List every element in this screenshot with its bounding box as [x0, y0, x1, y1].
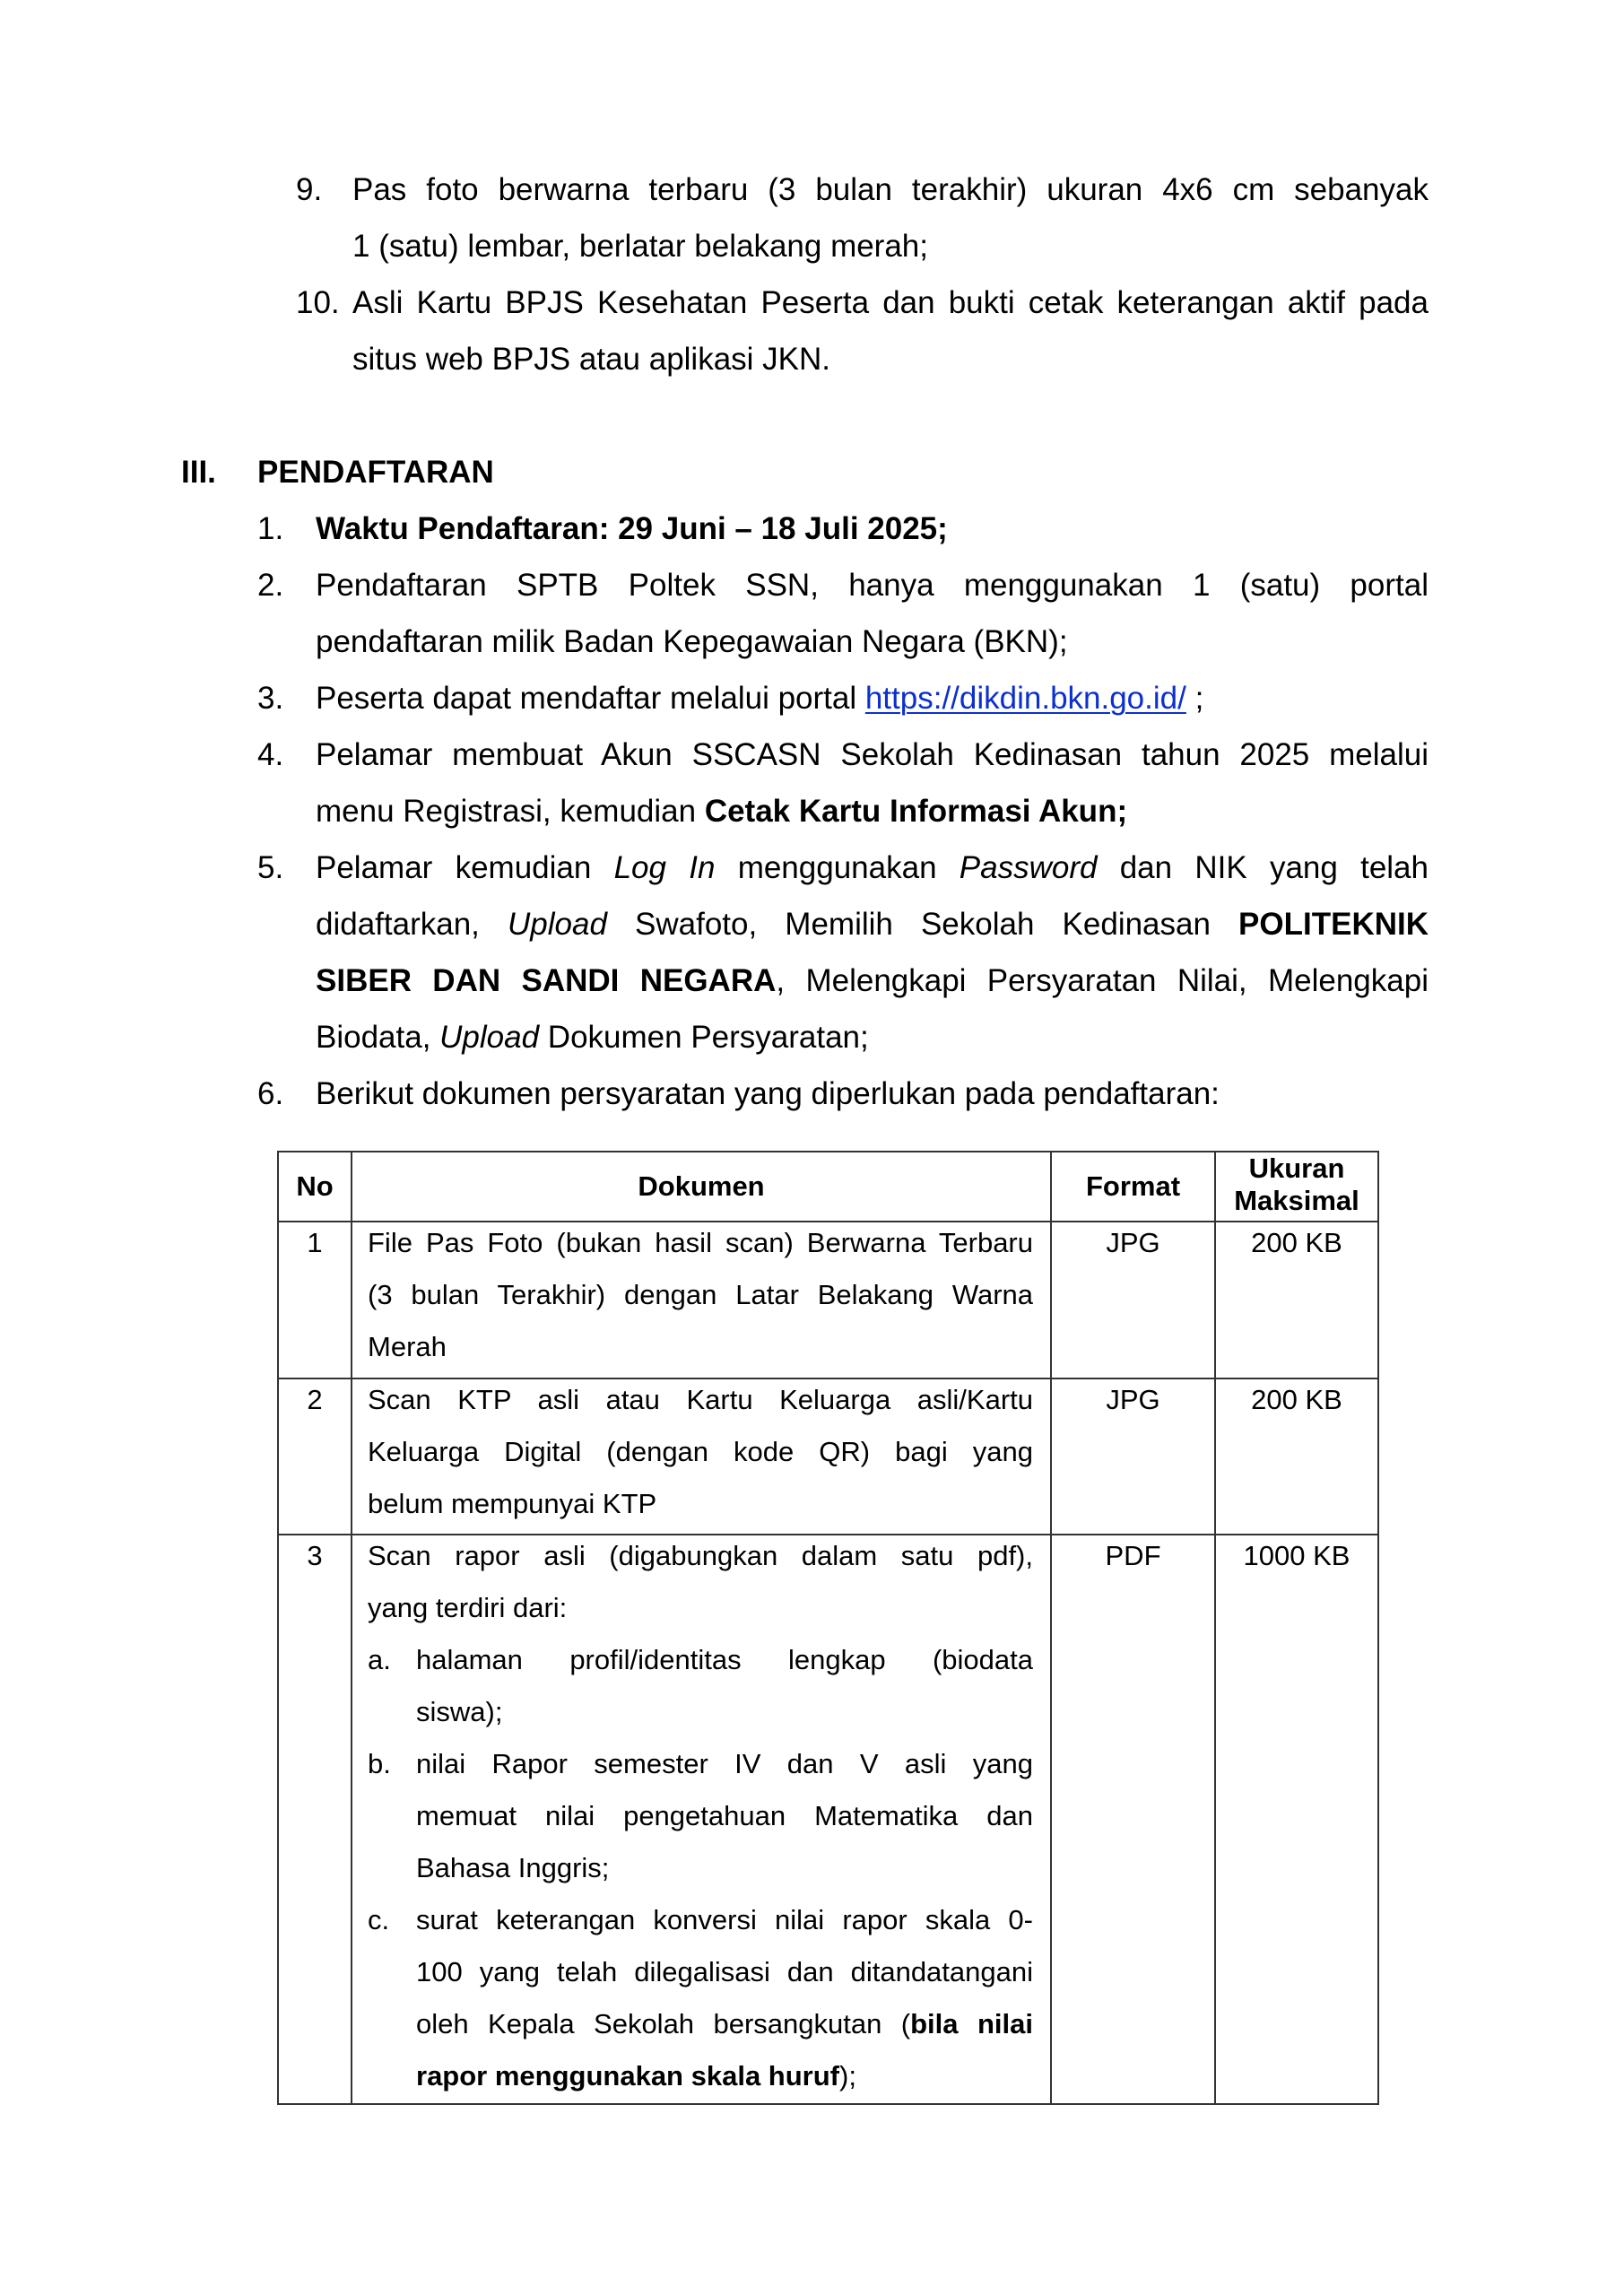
- header-dokumen: Dokumen: [638, 1170, 765, 1202]
- text-after-link: ;: [1185, 681, 1204, 716]
- row-divider: [279, 1534, 1377, 1535]
- sub-item-text: surat keterangan konversi nilai rapor skala 0-: [416, 1904, 1033, 1935]
- list-item-text: situs web BPJS atau aplikasi JKN.: [352, 342, 831, 377]
- plain-text: oleh Kepala Sekolah bersangkutan (: [416, 2008, 911, 2039]
- list-number: 10.: [296, 285, 340, 320]
- bold-text: POLITEKNIK: [1238, 907, 1429, 942]
- document-format: JPG: [1106, 1384, 1160, 1415]
- plain-text: Biodata,: [316, 1020, 440, 1055]
- row-divider: [279, 1221, 1377, 1222]
- italic-text: Password: [959, 850, 1098, 885]
- text-before-link: Peserta dapat mendaftar melalui portal: [316, 681, 865, 716]
- list-item-text: [316, 907, 1429, 943]
- list-number: 4.: [257, 737, 284, 772]
- document-description: Scan rapor asli (digabungkan dalam satu pdf),: [368, 1540, 1033, 1571]
- italic-text: Upload: [439, 1020, 540, 1055]
- document-max-size: 1000 KB: [1243, 1540, 1350, 1571]
- documents-table: [277, 1151, 1379, 2105]
- sub-item-letter: c.: [368, 1904, 390, 1935]
- list-number: 9.: [296, 172, 323, 207]
- row-number: 1: [307, 1227, 323, 1258]
- registration-period: Waktu Pendaftaran: 29 Juni – 18 Juli 2025;: [316, 511, 948, 546]
- row-divider: [279, 1378, 1377, 1379]
- document-description: (3 bulan Terakhir) dengan Latar Belakang Warna: [368, 1279, 1033, 1310]
- list-item-text: Berikut dokumen persyaratan yang diperlukan pada pendaftaran:: [316, 1076, 1220, 1111]
- list-item-text: Pelamar membuat Akun SSCASN Sekolah Kedinasan tahun 2025 melalui: [316, 737, 1429, 772]
- header-no: No: [296, 1170, 334, 1202]
- italic-text: Upload: [508, 907, 607, 942]
- plain-text: Dokumen Persyaratan;: [539, 1020, 869, 1055]
- document-format: JPG: [1106, 1227, 1160, 1258]
- list-number: 6.: [257, 1076, 284, 1111]
- plain-text: menggunakan: [715, 850, 960, 885]
- bold-text: SIBER DAN SANDI NEGARA: [316, 963, 777, 998]
- document-description: File Pas Foto (bukan hasil scan) Berwarna Terbaru: [368, 1227, 1033, 1258]
- header-ukuran-line1: Ukuran: [1248, 1152, 1345, 1184]
- sub-item-text: [416, 2060, 856, 2092]
- sub-item-letter: b.: [368, 1748, 391, 1779]
- sub-item-text: memuat nilai pengetahuan Matematika dan: [416, 1800, 1033, 1831]
- bold-text: bila nilai: [910, 2008, 1033, 2039]
- registration-portal-link[interactable]: https://dikdin.bkn.go.id/: [864, 681, 1186, 716]
- sub-item-text: halaman profil/identitas lengkap (biodata: [416, 1644, 1033, 1675]
- list-number: 5.: [257, 850, 284, 885]
- plain-text: dan NIK yang telah: [1097, 850, 1429, 885]
- list-item-text: pendaftaran milik Badan Kepegawaian Negara (BKN);: [316, 624, 1068, 659]
- list-item-text: Asli Kartu BPJS Kesehatan Peserta dan bukti cetak keterangan aktif pada: [352, 285, 1429, 320]
- sub-item-text: [416, 2008, 1033, 2040]
- plain-text: didaftarkan,: [316, 907, 508, 942]
- row-number: 3: [307, 1540, 323, 1571]
- list-item-text: Pendaftaran SPTB Poltek SSN, hanya menggunakan 1 (satu) portal: [316, 568, 1429, 603]
- column-divider: [1214, 1152, 1216, 2103]
- list-item-text: [316, 681, 1203, 717]
- section-title: PENDAFTARAN: [257, 455, 494, 490]
- sub-item-text: siswa);: [416, 1696, 503, 1727]
- document-max-size: 200 KB: [1251, 1227, 1342, 1258]
- section-numeral: III.: [181, 455, 216, 490]
- document-description: yang terdiri dari:: [368, 1592, 568, 1623]
- plain-text: menu Registrasi, kemudian: [316, 794, 705, 829]
- column-divider: [1050, 1152, 1052, 2103]
- bold-text: rapor menggunakan skala huruf: [416, 2060, 839, 2092]
- sub-item-text: Bahasa Inggris;: [416, 1852, 610, 1883]
- list-number: 3.: [257, 681, 284, 716]
- list-item-text: [316, 963, 1429, 999]
- list-item-text: [316, 850, 1429, 886]
- plain-text: );: [839, 2060, 856, 2092]
- list-item-text: [316, 1020, 869, 1056]
- italic-text: Log In: [613, 850, 716, 885]
- plain-text: Pelamar kemudian: [316, 850, 614, 885]
- document-max-size: 200 KB: [1251, 1384, 1342, 1415]
- sub-item-text: 100 yang telah dilegalisasi dan ditandatangani: [416, 1956, 1033, 1987]
- bold-text: Cetak Kartu Informasi Akun;: [704, 794, 1128, 829]
- plain-text: Swafoto, Memilih Sekolah Kedinasan: [606, 907, 1239, 942]
- list-item-text: Pas foto berwarna terbaru (3 bulan terakhir) ukuran 4x6 cm sebanyak: [352, 172, 1429, 207]
- header-ukuran-maksimal: [1216, 1152, 1377, 1217]
- column-divider: [351, 1152, 352, 2103]
- list-number: 2.: [257, 568, 284, 603]
- list-item-text: 1 (satu) lembar, berlatar belakang merah;: [352, 229, 928, 264]
- list-item-text: [316, 794, 1127, 830]
- row-number: 2: [307, 1384, 323, 1415]
- sub-item-letter: a.: [368, 1644, 391, 1675]
- document-description: Keluarga Digital (dengan kode QR) bagi yang: [368, 1436, 1033, 1467]
- document-format: PDF: [1105, 1540, 1161, 1571]
- sub-item-text: nilai Rapor semester IV dan V asli yang: [416, 1748, 1033, 1779]
- header-ukuran-line2: Maksimal: [1234, 1185, 1359, 1216]
- plain-text: , Melengkapi Persyaratan Nilai, Melengkapi: [776, 963, 1429, 998]
- document-description: Scan KTP asli atau Kartu Keluarga asli/Kartu: [368, 1384, 1033, 1415]
- header-format: Format: [1085, 1170, 1181, 1202]
- document-description: Merah: [368, 1331, 447, 1362]
- document-description: belum mempunyai KTP: [368, 1488, 657, 1519]
- list-number: 1.: [257, 511, 284, 546]
